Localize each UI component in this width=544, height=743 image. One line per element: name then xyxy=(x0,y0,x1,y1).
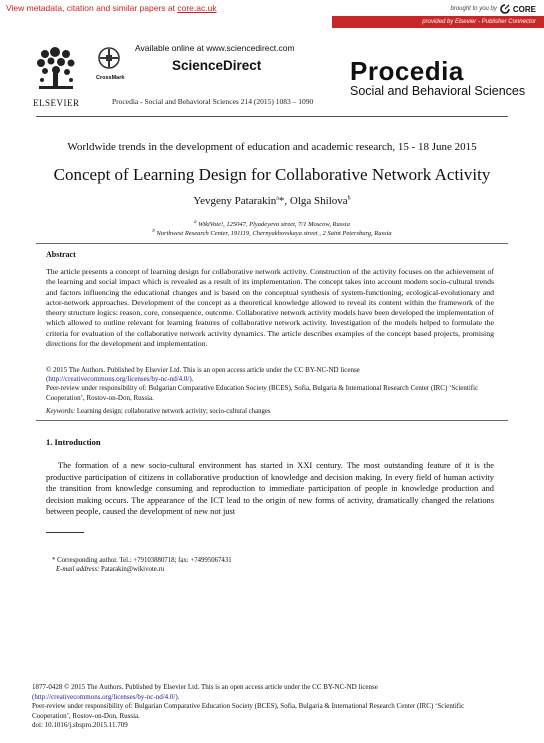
sciencedirect-wordmark: ScienceDirect xyxy=(172,58,262,73)
core-brand: CORE xyxy=(512,4,536,14)
email-address[interactable]: Patarakin@wikivote.ru xyxy=(99,566,165,573)
core-link-text[interactable]: core.ac.uk xyxy=(177,3,217,13)
keywords-label: Keywords: xyxy=(46,408,76,415)
footnote-rule xyxy=(46,532,84,533)
affiliation-b xyxy=(0,229,544,237)
brought-by-label: brought to you by xyxy=(450,6,497,12)
crossmark-badge[interactable] xyxy=(96,46,125,81)
keywords-text: Learning design; collaborative network activity; socio-cultural changes xyxy=(75,408,271,415)
keywords-line xyxy=(46,408,271,415)
elsevier-tree-logo xyxy=(33,46,79,94)
provided-by-bar xyxy=(332,16,544,28)
author-1-mark: *, xyxy=(278,195,290,207)
footer-doi[interactable]: doi: 10.1016/j.sbspro.2015.11.709 xyxy=(32,721,128,730)
affiliation-a xyxy=(0,220,544,228)
journal-reference: Procedia - Social and Behavioral Sciences 214 (2015) 1083 – 1090 xyxy=(112,97,314,106)
crossmark-icon xyxy=(96,46,122,70)
author-2-sup: b xyxy=(347,195,351,202)
core-link-prefix: View metadata, citation and similar papers at xyxy=(6,3,178,13)
abstract-top-rule xyxy=(36,243,508,244)
page-footer xyxy=(32,683,492,731)
author-list xyxy=(0,195,544,207)
author-1: Yevgeny Patarakin xyxy=(193,195,277,207)
elsevier-logo xyxy=(33,46,80,108)
peer-review-note: Peer-review under responsibility of: Bulgarian Comparative Education Society (BCES), Sofia, Bulgaria & International Research Center (IRC) ‘Scientific Cooperation’, Rostov-on-Don, Russia. xyxy=(46,384,479,402)
aff-b-sup: b xyxy=(152,229,155,234)
license-line: © 2015 The Authors. Published by Elsevier Ltd. This is an open access article under the CC BY-NC-ND license xyxy=(46,366,360,374)
footnote-corresponding: * Corresponding author. Tel.: +79103880718; fax: +74995067431 xyxy=(52,557,232,564)
procedia-wordmark: Procedia xyxy=(350,56,464,86)
abstract-heading: Abstract xyxy=(46,250,76,259)
core-logo-icon xyxy=(500,4,510,14)
core-metadata-link[interactable] xyxy=(6,3,217,13)
brought-to-you-by[interactable] xyxy=(451,4,537,14)
abstract-bottom-rule xyxy=(36,420,508,421)
introduction-text: The formation of a new socio-cultural environment has started in XXI century. The most outstanding feature of it is the productive participation of citizens in collaborative production of knowledge and decision making. In every field of human activity the transition from knowledge consuming and reproduction to immediate participation of people in knowledge production and decision making occurs. The appearance of the ICT lead to the origin of new forms of activity, dramatically changed the relations between people, caused the development of new not just xyxy=(46,461,494,516)
aff-a-text: WikiVote!, 125047, Plyadeyeva street, 7/1 Moscow, Russia xyxy=(196,221,350,229)
aff-b-text: Northwest Research Center, 191119, Chernyakhovskaya street , 2 Saint Petersburg, Russia xyxy=(154,230,392,238)
aff-a-sup: a xyxy=(194,220,197,225)
footer-peer-review: Peer-review under responsibility of: Bulgarian Comparative Education Society (BCES), Sofia, Bulgaria & International Research Center (IRC) ‘Scientific Cooperation’, Rostov-on-Don, Russia. xyxy=(32,702,465,720)
elsevier-wordmark: ELSEVIER xyxy=(33,98,80,108)
header-divider xyxy=(36,116,508,117)
email-label: E-mail address: xyxy=(56,566,100,573)
crossmark-label: CrossMark xyxy=(96,75,125,81)
procedia-subtitle: Social and Behavioral Sciences xyxy=(350,84,526,98)
footer-license-link[interactable]: (http://creativecommons.org/licenses/by-nc-nd/4.0/). xyxy=(32,692,180,701)
conference-name: Worldwide trends in the development of education and academic research, 15 - 18 June 2015 xyxy=(67,141,477,153)
section-heading-introduction: 1. Introduction xyxy=(46,437,101,447)
footer-issn: 1877-0428 © 2015 The Authors. Published by Elsevier Ltd. This is an open access article under the CC BY-NC-ND license xyxy=(32,683,378,691)
provided-by-text: provided by Elsevier - Publisher Connector xyxy=(422,19,536,25)
author-2: Olga Shilova xyxy=(289,195,348,207)
footnote-email xyxy=(56,566,164,575)
license-link[interactable]: (http://creativecommons.org/licenses/by-nc-nd/4.0/). xyxy=(46,375,194,384)
abstract-text: The article presents a concept of learning design for collaborative network activity. Construction of the activity focuses on the achievement of the learning and social impact which is revealed as a result of its implementation. The concept takes into account modern socio-cultural trends and factors influencing the educational changes and is based on the conceptual synthesis of system-functioning, ecological-evolutionary and actor-network approaches. Development of the concept as a theoretical knowledge allowed to reveal its content within the framework of the theory structure logics: reason, core, consequence, outcome. Collaborative network activity models have been developed the implementation of which allowed to outline relevant for learning features of collaborative network activity. Investigation of the models helped to formulate the criteria for evaluation of the collaborative network activity dynamics. The article describes examples of the concept based projects, promising directions for the development and implementation. xyxy=(46,267,494,349)
author-1-sup: a xyxy=(276,195,279,202)
paper-title: Concept of Learning Design for Collaborative Network Activity xyxy=(53,165,491,184)
available-online: Available online at www.sciencedirect.com xyxy=(135,43,295,53)
license-block xyxy=(46,366,496,403)
